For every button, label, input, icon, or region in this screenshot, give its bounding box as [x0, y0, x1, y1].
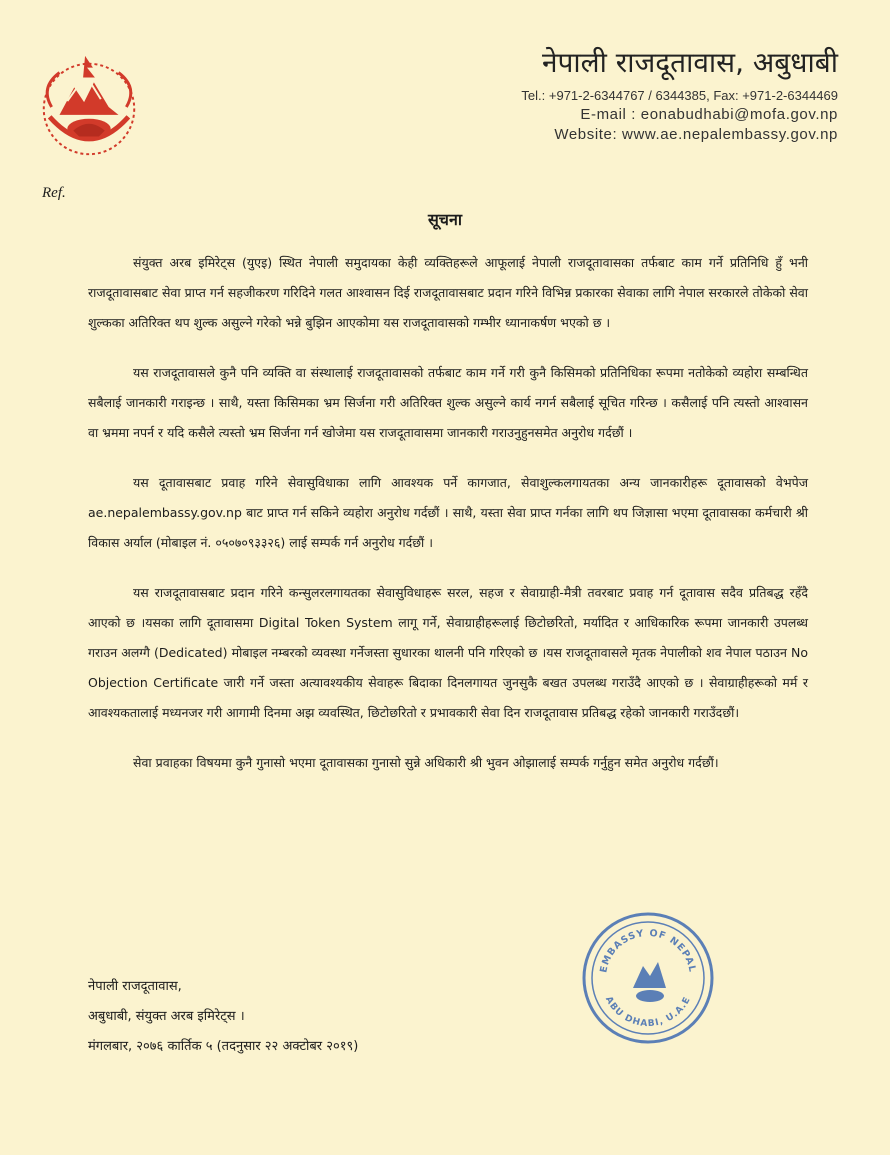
paragraph-3: यस दूतावासबाट प्रवाह गरिने सेवासुविधाका लागि आवश्यक पर्ने कागजात, सेवाशुल्कलगायतका अन्य जानकारीहरू दूतावासको वेभपेज ae.nepalembassy.gov.np बाट प्राप्त गर्न सकिने व्यहोरा अनुरोध गर्दछौं । साथै, यस्ता सेवा प्राप्त गर्नका लागि थप जिज्ञासा भएमा दूतावासका कर्मचारी श्री विकास अर्याल (मोबाइल नं. ०५०७०९३३२६) लाई सम्पर्क गर्न अनुरोध गर्दछौं । [88, 475, 808, 550]
website-line: Website: www.ae.nepalembassy.gov.np [554, 126, 838, 143]
nepal-emblem-icon [30, 48, 148, 166]
signature-line-2: अबुधाबी, संयुक्त अरब इमिरेट्स । [88, 1009, 245, 1024]
paragraph-2: यस राजदूतावासले कुनै पनि व्यक्ति वा संस्थालाई राजदूतावासको तर्फबाट काम गर्ने गरी कुनै किसिमको प्रतिनिधिका रूपमा नतोकेको व्यहोरा सम्बन्धित सबैलाई जानकारी गराइन्छ । साथै, यस्ता किसिमका भ्रम सिर्जना गरी अतिरिक्त शुल्क असुल्ने कार्य नगर्न सबैलाई सूचित गरिन्छ । कसैलाई पनि त्यस्तो आश्वासन वा भ्रममा नपर्न र यदि कसैले त्यस्तो भ्रम सिर्जना गर्न खोजेमा यस राजदूतावासमा जानकारी गराउनुहुनसमेत अनुरोध गर्दछौं । [88, 365, 808, 440]
letterhead [418, 46, 838, 145]
paragraph-1: संयुक्त अरब इमिरेट्स (युएइ) स्थित नेपाली समुदायका केही व्यक्तिहरूले आफूलाई नेपाली राजदूतावासका तर्फबाट काम गर्ने प्रतिनिधि हुँ भनी राजदूतावासबाट सेवा प्राप्त गर्न सहजीकरण गरिदिने गलत आश्वासन दिई राजदूतावासबाट प्रदान गरिने विभिन्न प्रकारका सेवाका लागि नेपाल सरकारले तोकेको सेवा शुल्कका अतिरिक्त थप शुल्क असुल्ने गरेको भन्ने बुझिन आएकोमा यस राजदूतावासको गम्भीर ध्यानाकर्षण भएको छ । [88, 255, 808, 330]
stamp-top-text: EMBASSY OF NEPAL [598, 927, 698, 974]
signature-block [88, 972, 358, 1062]
stamp-bottom-text: ABU DHABI, U.A.E [603, 995, 693, 1030]
paragraph-4: यस राजदूतावासबाट प्रदान गरिने कन्सुलरलगायतका सेवासुविधाहरू सरल, सहज र सेवाग्राही-मैत्री तवरबाट प्रवाह गर्न दूतावास सदैव प्रतिबद्ध रहँदै आएको छ ।यसका लागि दूतावासमा Digital Token System लागू गर्ने, सेवाग्राहीहरूलाई छिटोछरितो, मर्यादित र आधिकारिक रूपमा जानकारी उपलब्ध गराउन अलग्गै (Dedicated) मोबाइल नम्बरको व्यवस्था गर्नेजस्ता सुधारका थालनी पनि गरिएको छ ।यस राजदूतावासले मृतक नेपालीको शव नेपाल पठाउन No Objection Certificate जारी गर्ने जस्ता अत्यावश्यकीय सेवाहरू बिदाका दिनलगायत जुनसुकै बखत उपलब्ध गराउँदै आएको छ । सेवाग्राहीहरूको मर्म र आवश्यकतालाई मध्यनजर गरी आगामी दिनमा अझ व्यवस्थित, छिटोछरितो र प्रभावकारी सेवा दिन राजदूतावास प्रतिबद्ध रहेको जानकारी गराउँदछौं। [88, 585, 808, 720]
notice-title: सूचना [427, 210, 462, 229]
embassy-stamp-icon [578, 908, 718, 1048]
ref-label: Ref. [42, 185, 66, 201]
email-line: E-mail : eonabudhabi@mofa.gov.np [580, 106, 838, 123]
paragraph-5: सेवा प्रवाहका विषयमा कुनै गुनासो भएमा दूतावासका गुनासो सुन्ने अधिकारी श्री भुवन ओझालाई सम्पर्क गर्नुहुन समेत अनुरोध गर्दछौं। [133, 755, 719, 770]
phone-fax-line: Tel.: +971-2-6344767 / 6344385, Fax: +971-2-6344469 [521, 88, 838, 103]
signature-date: मंगलबार, २०७६ कार्तिक ५ (तदनुसार २२ अक्टोबर २०१९) [88, 1039, 359, 1054]
embassy-title: नेपाली राजदूतावास, अबुधाबी [541, 46, 838, 79]
signature-line-1: नेपाली राजदूतावास, [88, 979, 182, 994]
notice-body [88, 248, 808, 798]
